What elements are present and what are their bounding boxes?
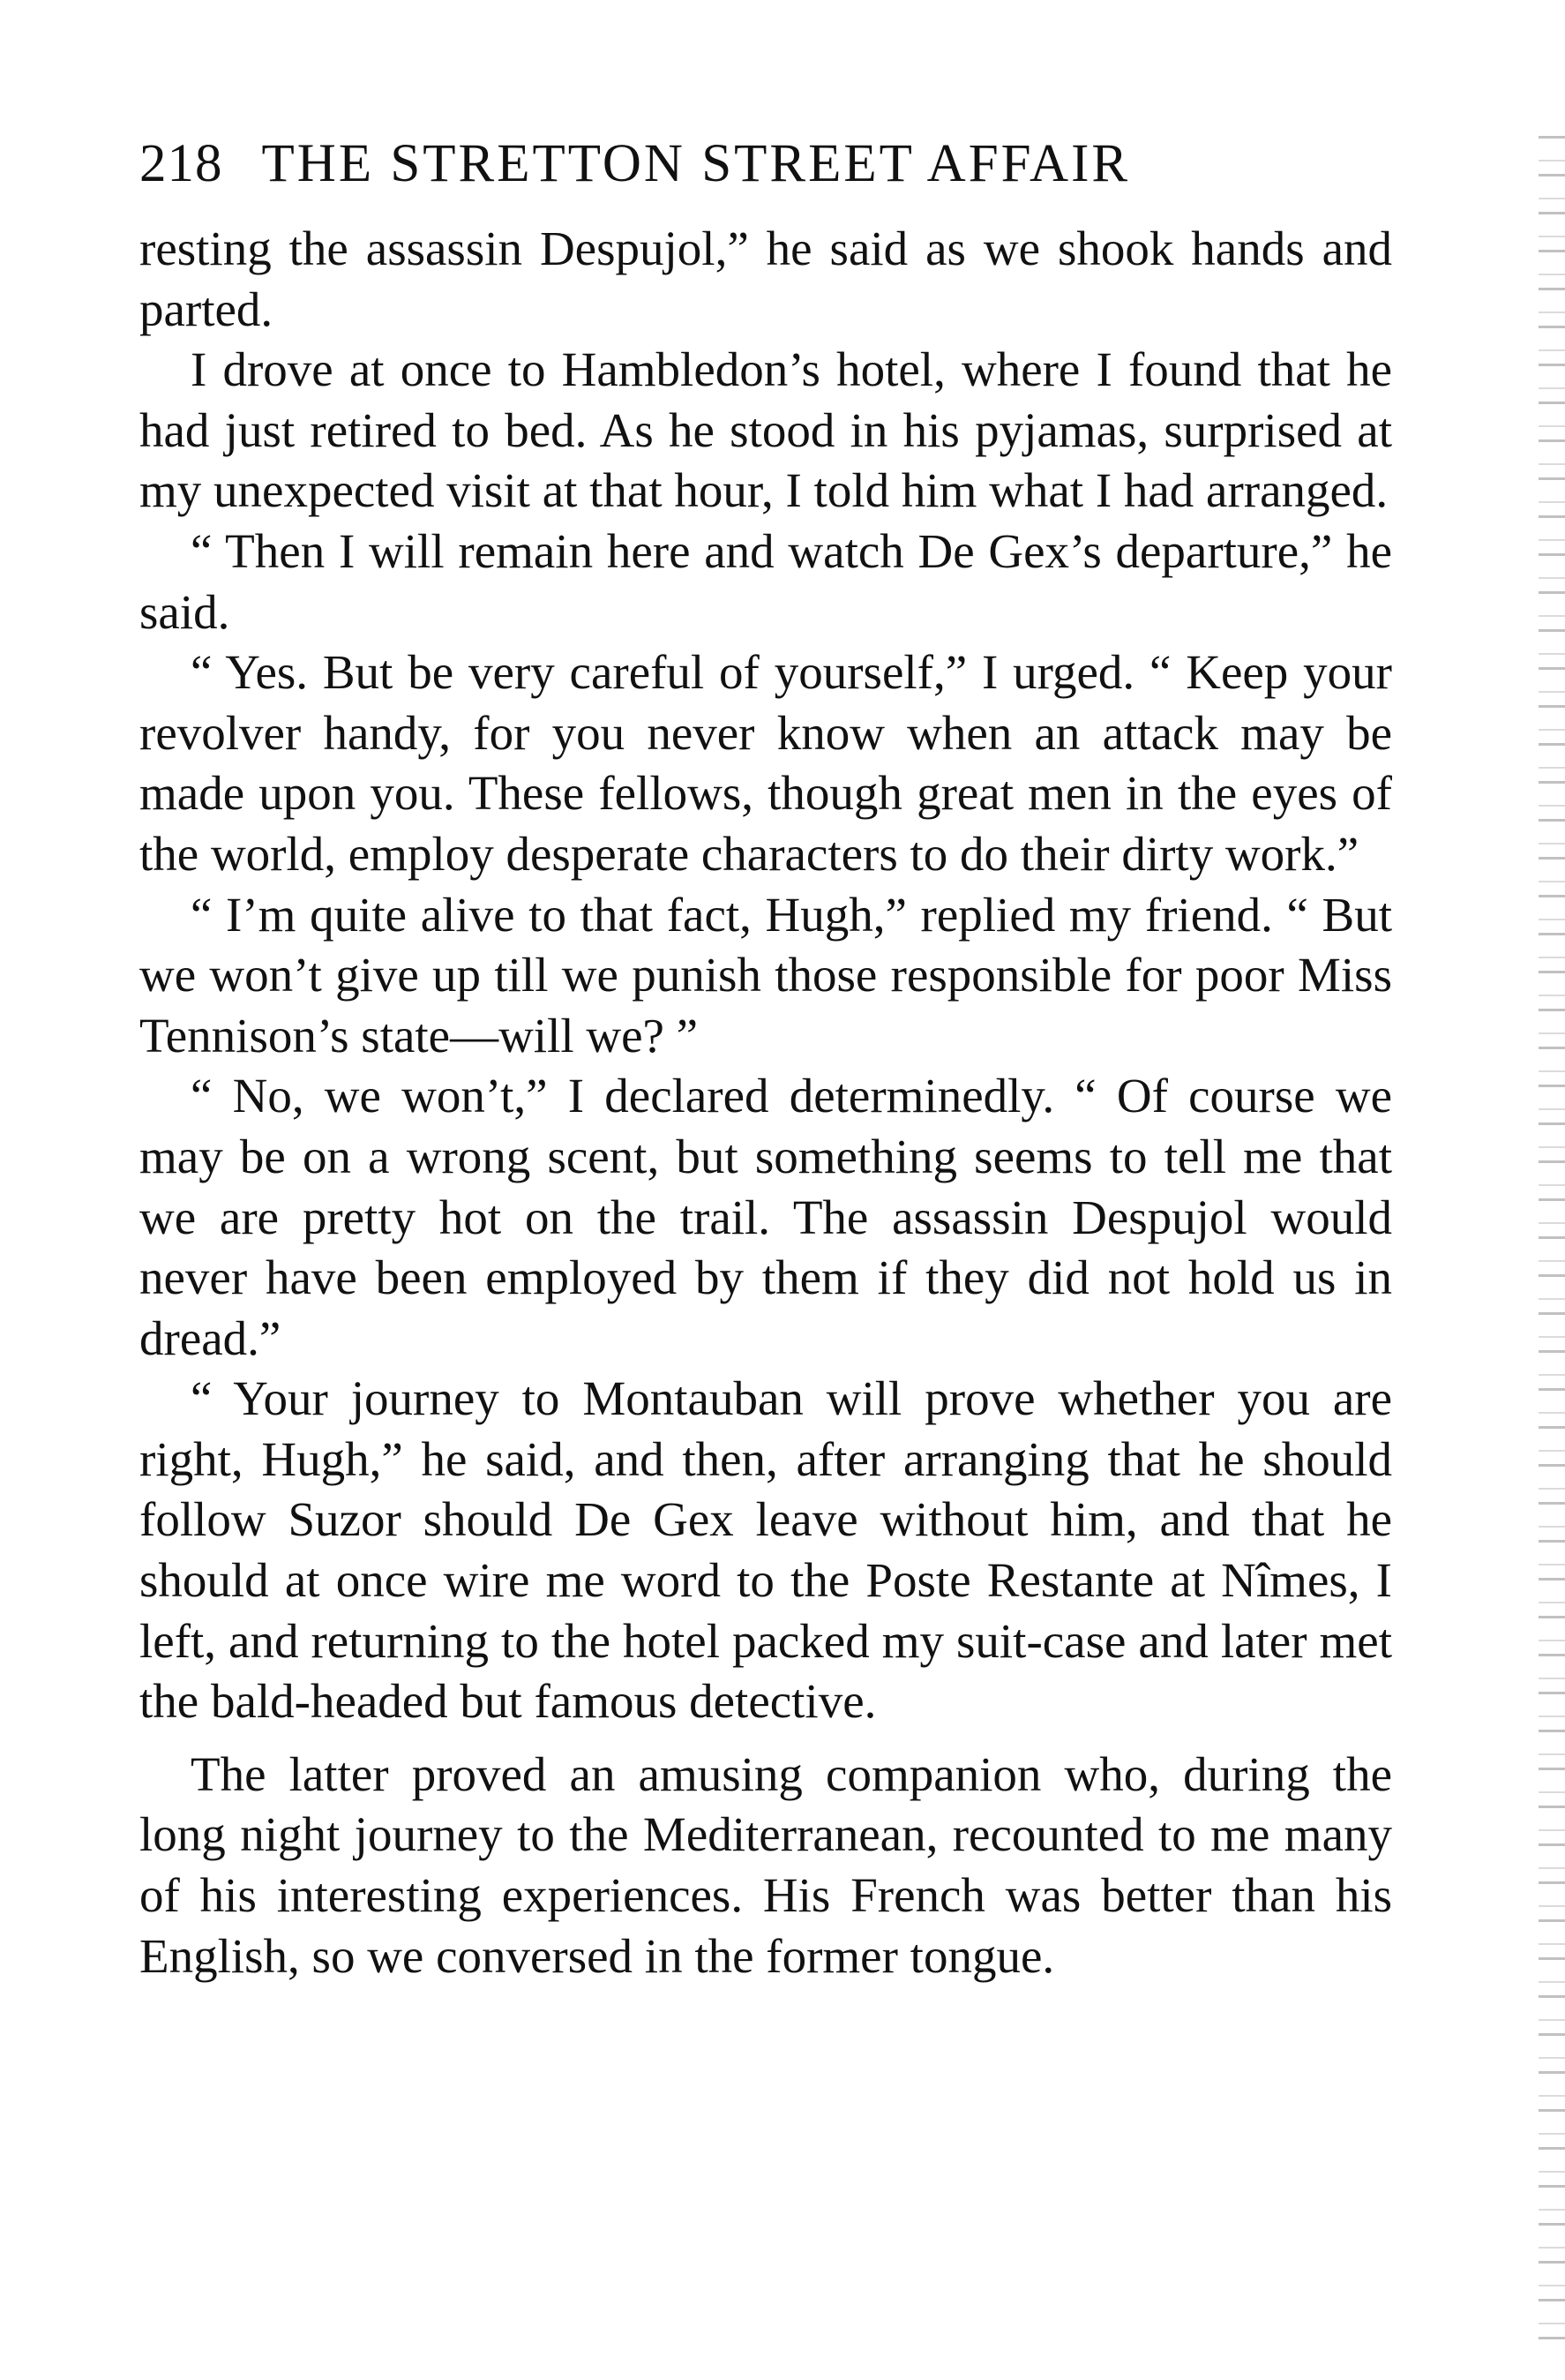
paragraph-continued: resting the assassin Despujol,” he said as we shook hands and parted.	[139, 221, 1392, 336]
paragraph: “ Then I will remain here and watch De Gex’s departure,” he said.	[139, 523, 1392, 639]
paragraph: “ I’m quite alive to that fact, Hugh,” replied my friend. “ But we won’t give up till we punish those responsible for poor Miss Tennison’s state—will we? ”	[139, 887, 1392, 1062]
running-head	[139, 129, 1392, 199]
paragraph: “ Your journey to Montauban will prove whether you are right, Hugh,” he said, and then, after arranging that he should follow Suzor should De Gex leave without him, and that he should at once wire me word to the Poste Restante at Nîmes, I left, and returning to the hotel packed my suit-case and later met the bald-headed but famous detective.	[139, 1371, 1392, 1729]
paragraph: The latter proved an amusing companion who, during the long night journey to the Mediterranean, recounted to me many of his interesting experiences. His French was better than his English, so we conversed in the former tongue.	[139, 1746, 1392, 1983]
paragraph: I drove at once to Hambledon’s hotel, where I found that he had just retired to bed. As he stood in his pyjamas, surprised at my unexpected visit at that hour, I told him what I had arranged.	[139, 342, 1392, 518]
body-text	[139, 219, 1392, 1986]
paragraph: “ No, we won’t,” I declared determinedly. “ Of course we may be on a wrong scent, but something seems to tell me that we are pretty hot on the trail. The assassin Despujol would never have been employed by them if they did not hold us in dread.”	[139, 1069, 1392, 1365]
paragraph: “ Yes. But be very careful of yourself,” I urged. “ Keep your revolver handy, for you never know when an attack may be made upon you. These fellows, though great men in the eyes of the world, employ desperate characters to do their dirty work.”	[139, 645, 1392, 881]
page-number: 218	[139, 134, 223, 193]
scan-edge-artifact	[1539, 124, 1565, 2347]
book-title: THE STRETTON STREET AFFAIR	[261, 134, 1131, 193]
